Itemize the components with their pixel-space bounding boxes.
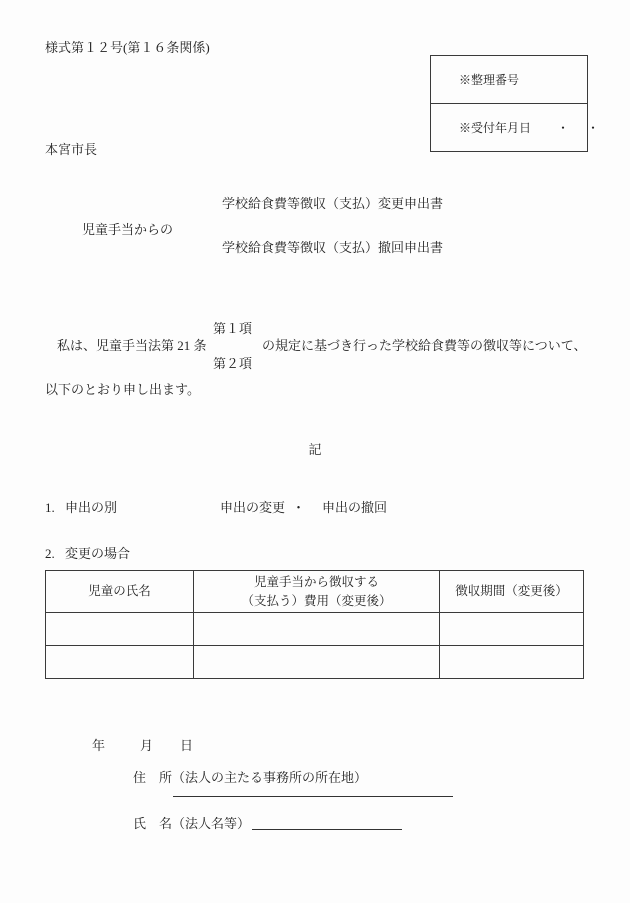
item1-number: 1. xyxy=(45,500,55,515)
child-name-cell[interactable] xyxy=(46,613,194,646)
title-withdraw-option[interactable]: 学校給食費等徴収（支払）撤回申出書 xyxy=(222,240,444,255)
reception-date-field[interactable] xyxy=(431,104,600,152)
reference-number-field[interactable] xyxy=(431,56,588,104)
item2-number: 2. xyxy=(45,546,55,561)
fee-cell[interactable] xyxy=(194,613,440,646)
year-label: 年 xyxy=(92,738,106,753)
form-number: 様式第１２号(第１６条関係) xyxy=(45,40,210,55)
reference-number-label: ※整理番号 xyxy=(459,73,520,87)
col-header-child-name-label: 児童の氏名 xyxy=(88,584,151,599)
month-label: 月 xyxy=(140,738,154,753)
clause-2-option[interactable]: 第２項 xyxy=(213,356,253,371)
clause-1-option[interactable]: 第１項 xyxy=(213,321,253,336)
child-name-cell[interactable] xyxy=(46,646,194,679)
title-prefix: 児童手当からの xyxy=(82,222,174,237)
item1-option-withdraw[interactable]: 申出の撤回 xyxy=(322,500,388,515)
col-header-fee-line2: （支払う）費用（変更後） xyxy=(241,593,392,608)
address-input-line[interactable] xyxy=(173,796,453,797)
period-cell[interactable] xyxy=(440,613,584,646)
reception-date-label: ※受付年月日 xyxy=(459,121,532,135)
table-row xyxy=(46,613,584,646)
title-change-option[interactable]: 学校給食費等徴収（支払）変更申出書 xyxy=(222,196,444,211)
change-details-table xyxy=(45,570,584,679)
statement-closing: 以下のとおり申し出ます。 xyxy=(45,382,200,397)
col-header-child-name xyxy=(46,571,194,613)
col-header-fee xyxy=(194,571,440,613)
day-label: 日 xyxy=(180,738,194,753)
date-separator-dot: ・ xyxy=(557,121,570,135)
statement-continuation: の規定に基づき行った学校給食費等の徴収等について、 xyxy=(262,338,587,353)
name-label: 氏 名（法人名等） xyxy=(133,816,251,831)
reference-number-table xyxy=(430,55,600,152)
fee-cell[interactable] xyxy=(194,646,440,679)
col-header-period-label: 徴収期間（変更後） xyxy=(455,584,568,599)
table-row xyxy=(46,646,584,679)
col-header-period xyxy=(440,571,584,613)
name-input-line[interactable] xyxy=(252,829,402,830)
addressee: 本宮市長 xyxy=(45,142,98,157)
col-header-fee-line1: 児童手当から徴収する xyxy=(253,574,379,589)
item1-option-separator: ・ xyxy=(292,500,306,515)
item1-option-change[interactable]: 申出の変更 xyxy=(220,500,286,515)
item2-label: 変更の場合 xyxy=(65,546,131,561)
address-label: 住 所（法人の主たる事務所の所在地） xyxy=(133,770,368,785)
period-cell[interactable] xyxy=(440,646,584,679)
item1-label: 申出の別 xyxy=(65,500,118,515)
date-separator-dot: ・ xyxy=(587,121,600,135)
ki-heading: 記 xyxy=(308,442,322,457)
statement-lead: 私は、児童手当法第 21 条 xyxy=(57,338,207,353)
